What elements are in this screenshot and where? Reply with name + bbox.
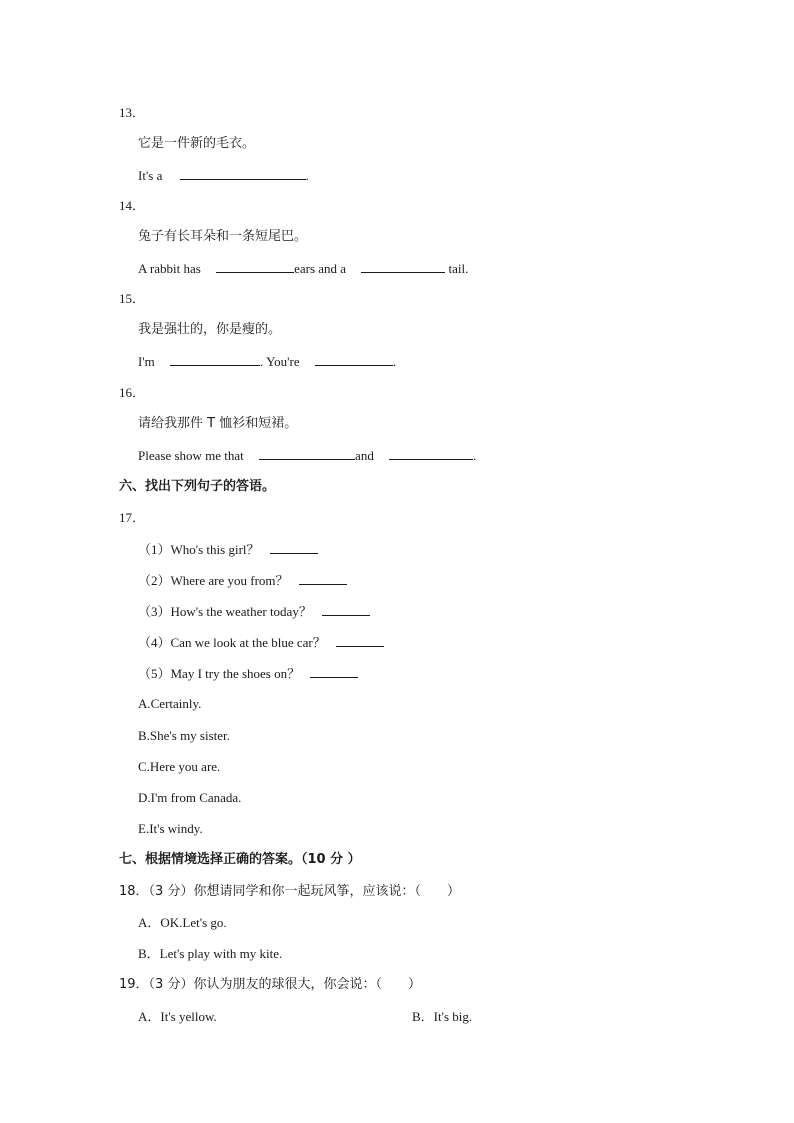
q17-option: B.She's my sister. bbox=[138, 728, 230, 743]
q19-option-a[interactable]: A．It's yellow. bbox=[138, 1009, 217, 1024]
q17-question-text: （5）May I try the shoes on？ bbox=[138, 666, 301, 681]
q19-option-b[interactable]: B．It's big. bbox=[412, 1009, 473, 1024]
q13-english bbox=[138, 167, 309, 184]
q14-mid: ears and a bbox=[294, 261, 347, 276]
q14-number: 14． bbox=[119, 198, 146, 213]
q13-blank[interactable] bbox=[180, 167, 306, 180]
q13-prefix: It's a bbox=[138, 168, 163, 183]
q14-prefix: A rabbit has bbox=[138, 261, 201, 276]
q17-answer-blank[interactable] bbox=[322, 603, 370, 616]
q18-stem: 18．（3 分）你想请同学和你一起玩风筝，应该说：（ ） bbox=[119, 884, 460, 899]
q19-stem: 19．（3 分）你认为朋友的球很大，你会说：（ ） bbox=[119, 977, 421, 992]
q14-english bbox=[138, 260, 468, 277]
q17-question bbox=[138, 572, 347, 589]
q16-english bbox=[138, 447, 476, 464]
q17-option: E.It's windy. bbox=[138, 821, 203, 836]
q15-mid: . You're bbox=[260, 354, 300, 369]
q14-end: tail. bbox=[448, 261, 469, 276]
q16-chinese: 请给我那件 T 恤衫和短裙。 bbox=[138, 416, 298, 431]
q17-question bbox=[138, 603, 370, 620]
q16-blank-2[interactable] bbox=[389, 447, 473, 460]
q15-number: 15． bbox=[119, 291, 146, 306]
q16-mid: and bbox=[355, 448, 374, 463]
q17-answer-blank[interactable] bbox=[336, 634, 384, 647]
q14-blank-2[interactable] bbox=[361, 260, 445, 273]
q17-question bbox=[138, 665, 358, 682]
q17-number: 17． bbox=[119, 510, 146, 525]
q14-chinese: 兔子有长耳朵和一条短尾巴。 bbox=[138, 229, 308, 244]
q17-question bbox=[138, 541, 318, 558]
q18-option-b[interactable]: B．Let's play with my kite. bbox=[138, 946, 283, 961]
q17-answer-blank[interactable] bbox=[310, 665, 358, 678]
q17-question-text: （2）Where are you from？ bbox=[138, 573, 289, 588]
q17-answer-blank[interactable] bbox=[270, 541, 318, 554]
q18-option-a[interactable]: A．OK.Let's go. bbox=[138, 915, 227, 930]
q17-option: C.Here you are. bbox=[138, 759, 221, 774]
q13-end: . bbox=[305, 168, 309, 183]
q15-end: . bbox=[392, 354, 397, 369]
q16-number: 16． bbox=[119, 385, 146, 400]
q17-question-text: （1）Who's this girl？ bbox=[138, 542, 260, 557]
section-7-title: 七、根据情境选择正确的答案。（10 分 ） bbox=[119, 852, 361, 867]
q13-number: 13． bbox=[119, 105, 146, 120]
q17-answer-blank[interactable] bbox=[299, 572, 347, 585]
q15-prefix: I'm bbox=[138, 354, 155, 369]
q14-blank-1[interactable] bbox=[216, 260, 294, 273]
q15-chinese: 我是强壮的，你是瘦的。 bbox=[138, 322, 282, 337]
section-6-title: 六、找出下列句子的答语。 bbox=[119, 479, 276, 494]
q16-blank-1[interactable] bbox=[259, 447, 355, 460]
q15-blank-1[interactable] bbox=[170, 353, 260, 366]
q17-question-text: （4）Can we look at the blue car？ bbox=[138, 635, 326, 650]
q15-blank-2[interactable] bbox=[315, 353, 393, 366]
q16-end: . bbox=[473, 448, 477, 463]
q17-option: D.I'm from Canada. bbox=[138, 790, 242, 805]
q13-chinese: 它是一件新的毛衣。 bbox=[138, 136, 256, 151]
q17-question bbox=[138, 634, 384, 651]
q17-option: A.Certainly. bbox=[138, 696, 202, 711]
q16-prefix: Please show me that bbox=[138, 448, 244, 463]
q15-english bbox=[138, 353, 396, 370]
q17-question-text: （3）How's the weather today？ bbox=[138, 604, 312, 619]
